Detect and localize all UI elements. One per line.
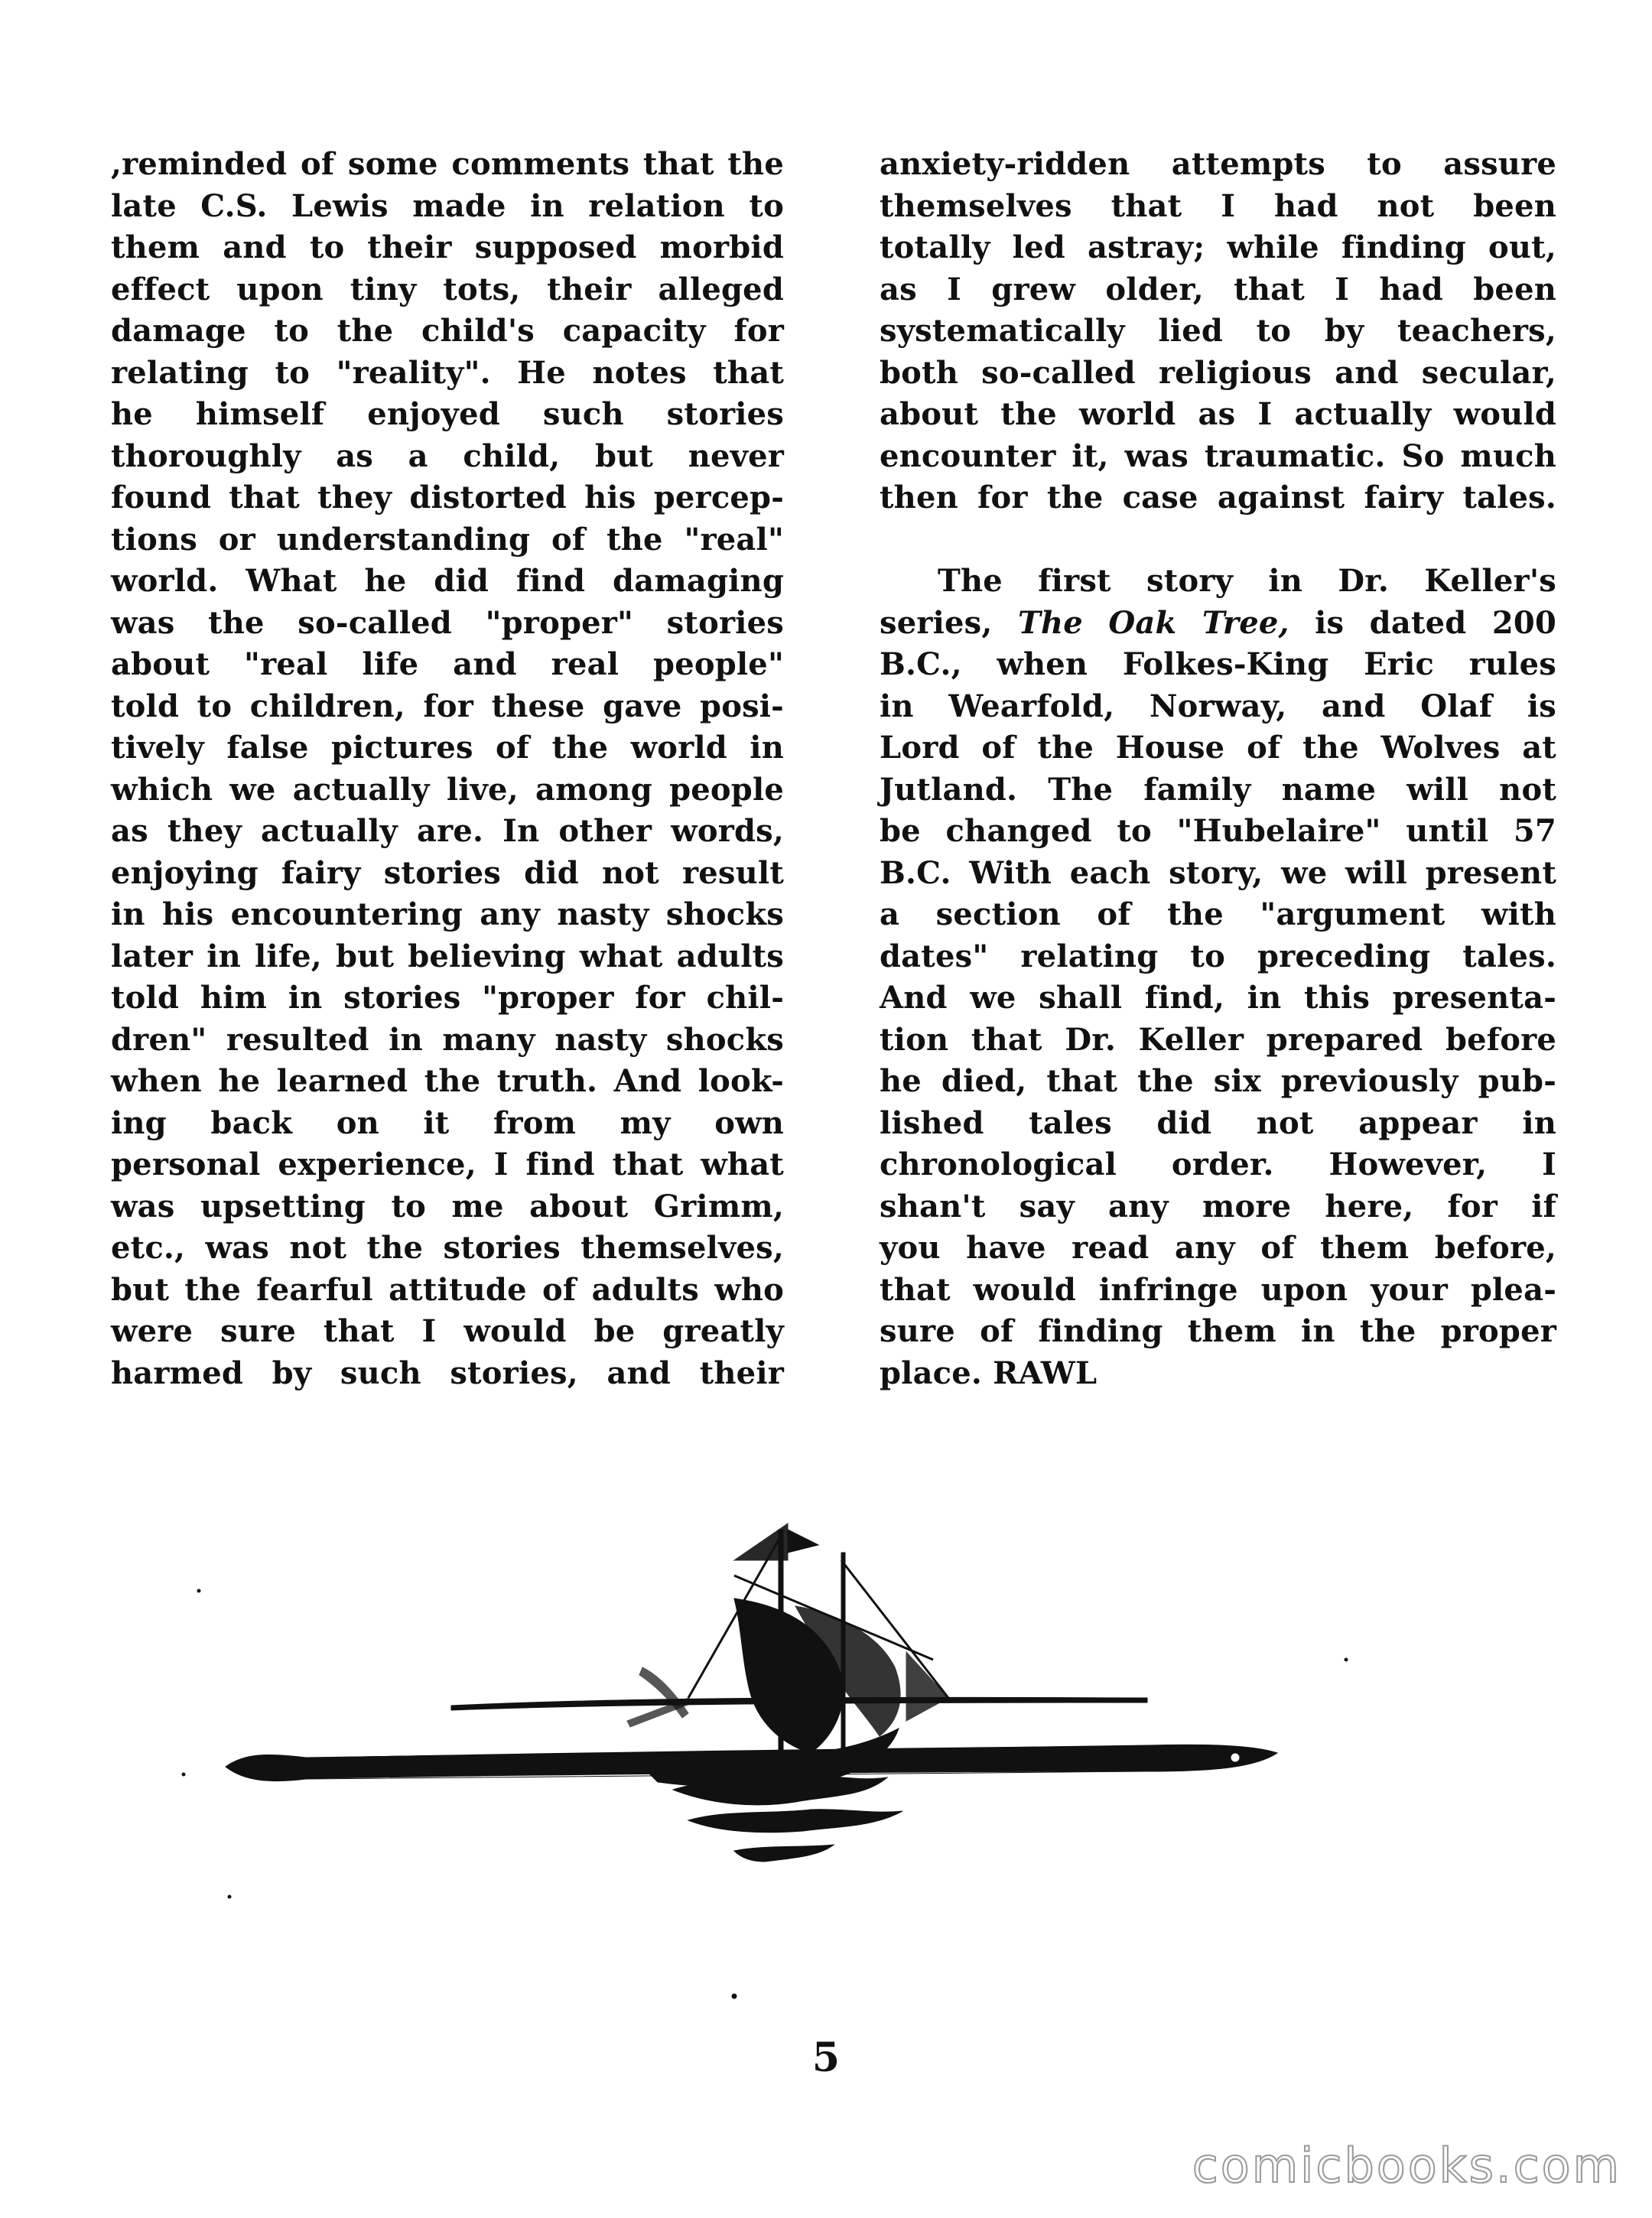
right-column bbox=[880, 144, 1556, 1394]
text-line: encounter it, was traumatic. So much bbox=[880, 437, 1556, 474]
text-line: that would infringe upon your plea- bbox=[880, 1271, 1556, 1308]
text-line: relating to "reality". He notes that bbox=[111, 354, 784, 391]
text-line-with-title bbox=[880, 603, 1556, 645]
text-line: them and to their supposed morbid bbox=[111, 229, 784, 265]
text-line: Jutland. The family name will not bbox=[880, 771, 1556, 808]
text-line: you have read any of them before, bbox=[880, 1230, 1556, 1266]
text-line: as I grew older, that I had been bbox=[880, 271, 1556, 307]
text-line: thoroughly as a child, but never bbox=[111, 437, 784, 474]
text-line: told to children, for these gave posi- bbox=[111, 688, 784, 724]
text-line: was upsetting to me about Grimm, bbox=[111, 1188, 784, 1224]
text-line: B.C., when Folkes-King Eric rules bbox=[880, 646, 1556, 682]
text-line: later in life, but believing what adults bbox=[111, 938, 784, 974]
text-line: place. RAWL bbox=[880, 1355, 1098, 1391]
text-segment: series, bbox=[880, 604, 1018, 641]
text-line: he himself enjoyed such stories bbox=[111, 396, 784, 432]
text-line: as they actually are. In other words, bbox=[111, 813, 784, 849]
text-line: ,reminded of some comments that the bbox=[111, 146, 784, 182]
text-line: which we actually live, among people bbox=[111, 771, 784, 808]
text-line: about the world as I actually would bbox=[880, 396, 1556, 432]
left-column bbox=[111, 144, 784, 1394]
story-title: The Oak Tree, bbox=[1018, 604, 1289, 641]
text-line: totally led astray; while finding out, bbox=[880, 229, 1556, 265]
text-line: Lord of the House of the Wolves at bbox=[880, 730, 1556, 766]
text-line: then for the case against fairy tales. bbox=[880, 480, 1556, 515]
text-line: a section of the "argument with bbox=[880, 896, 1556, 932]
text-line: personal experience, I find that what bbox=[111, 1146, 784, 1182]
text-line: tion that Dr. Keller prepared before bbox=[880, 1021, 1556, 1058]
text-line: found that they distorted his percep- bbox=[111, 480, 784, 515]
text-line: The first story in Dr. Keller's bbox=[938, 563, 1556, 599]
text-line: shan't say any more here, for if bbox=[880, 1188, 1556, 1224]
text-line: B.C. With each story, we will present bbox=[880, 854, 1556, 891]
text-line: enjoying fairy stories did not result bbox=[111, 854, 784, 891]
text-line: etc., was not the stories themselves, bbox=[111, 1230, 784, 1266]
watermark: comicbooks.com bbox=[1192, 2138, 1621, 2194]
text-line: systematically lied to by teachers, bbox=[880, 313, 1556, 349]
text-segment: is dated 200 bbox=[1289, 604, 1556, 641]
text-line: anxiety-ridden attempts to assure bbox=[880, 146, 1556, 182]
text-line: he died, that the six previously pub- bbox=[880, 1063, 1556, 1099]
text-line: And we shall find, in this presenta- bbox=[880, 980, 1556, 1016]
text-line: in his encountering any nasty shocks bbox=[111, 896, 784, 932]
sailing-ship-icon bbox=[153, 1468, 1423, 2019]
text-line: were sure that I would be greatly bbox=[111, 1313, 784, 1349]
text-line: lished tales did not appear in bbox=[880, 1104, 1556, 1141]
text-line: effect upon tiny tots, their alleged bbox=[111, 271, 784, 307]
text-line: dates" relating to preceding tales. bbox=[880, 938, 1556, 974]
text-line: ing back on it from my own bbox=[111, 1104, 784, 1141]
text-line: both so-called religious and secular, bbox=[880, 354, 1556, 391]
text-line: world. What he did find damaging bbox=[111, 563, 784, 599]
text-line: in Wearfold, Norway, and Olaf is bbox=[880, 688, 1556, 724]
text-line: chronological order. However, I bbox=[880, 1146, 1556, 1182]
text-line: about "real life and real people" bbox=[111, 646, 784, 682]
text-line: late C.S. Lewis made in relation to bbox=[111, 187, 784, 224]
text-line: sure of finding them in the proper bbox=[880, 1313, 1556, 1349]
text-line: be changed to "Hubelaire" until 57 bbox=[880, 813, 1556, 849]
text-line: tively false pictures of the world in bbox=[111, 730, 784, 766]
text-line: when he learned the truth. And look- bbox=[111, 1063, 784, 1099]
paragraph-gap bbox=[880, 519, 1556, 561]
text-line: told him in stories "proper for chil- bbox=[111, 980, 784, 1016]
text-line: but the fearful attitude of adults who bbox=[111, 1271, 784, 1308]
text-line: dren" resulted in many nasty shocks bbox=[111, 1021, 784, 1058]
text-line: harmed by such stories, and their bbox=[111, 1355, 784, 1391]
text-line: themselves that I had not been bbox=[880, 187, 1556, 224]
text-line: tions or understanding of the "real" bbox=[111, 521, 784, 558]
text-line: damage to the child's capacity for bbox=[111, 313, 784, 349]
page-number: 5 bbox=[811, 2034, 841, 2081]
text-line: was the so-called "proper" stories bbox=[111, 604, 784, 641]
